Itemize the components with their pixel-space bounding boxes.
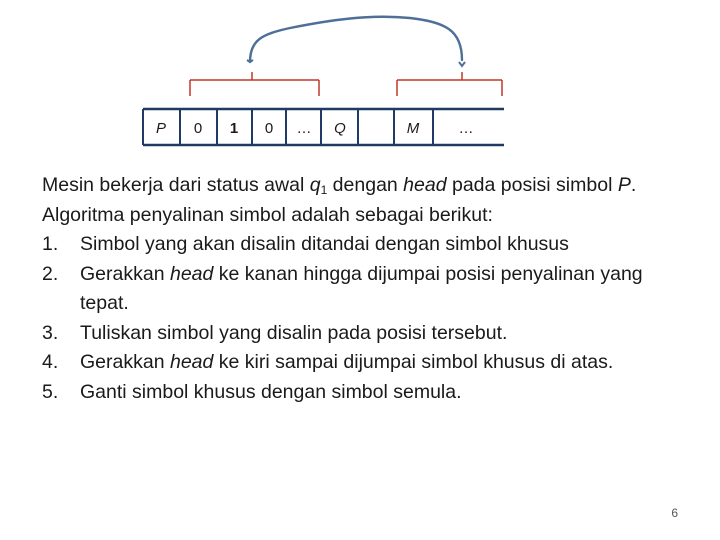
list-text-b: ke kiri sampai dijumpai simbol khusus di atas. xyxy=(213,351,614,373)
tape-cell-0: P xyxy=(155,120,167,137)
list-text-em: head xyxy=(169,262,214,285)
list-number: 4. xyxy=(42,351,59,373)
list-text-em: head xyxy=(169,351,214,373)
state-q: q xyxy=(309,174,321,196)
algorithm-heading: Algoritma penyalinan simbol adalah sebagai berikut: xyxy=(42,203,493,226)
turing-tape-diagram xyxy=(0,0,720,160)
state-subscript: 1 xyxy=(320,183,328,197)
list-text xyxy=(80,319,692,349)
list-text xyxy=(80,348,692,378)
tape-cell-1: 0 xyxy=(193,120,203,137)
list-item xyxy=(42,230,692,260)
list-text xyxy=(80,260,692,319)
intro-b: dengan xyxy=(327,174,404,196)
list-item xyxy=(42,378,692,408)
list-item xyxy=(42,260,692,319)
list-number: 1. xyxy=(42,233,59,255)
list-text xyxy=(80,378,692,408)
list-item xyxy=(42,348,692,378)
tape-cell-8: … xyxy=(458,120,474,137)
slide-body xyxy=(42,171,692,407)
list-number: 5. xyxy=(42,380,59,403)
list-text-b: ke kanan hingga dijumpai posisi penyalinan yang tepat. xyxy=(80,262,643,314)
tape-cell-4: … xyxy=(296,120,312,137)
list-number: 3. xyxy=(42,321,59,344)
page-number: 6 xyxy=(671,506,678,520)
list-text xyxy=(80,230,692,260)
target-bracket xyxy=(397,72,502,96)
intro-symbol-p: P xyxy=(617,174,631,196)
list-text-a: Tuliskan simbol yang disalin pada posisi tersebut. xyxy=(80,321,508,344)
intro-d: . xyxy=(630,174,637,196)
copy-arc xyxy=(250,17,462,62)
list-text-a: Simbol yang akan disalin ditandai dengan simbol khusus xyxy=(80,233,569,255)
tape-cell-5: Q xyxy=(334,120,346,137)
list-text-a: Ganti simbol khusus dengan simbol semula. xyxy=(80,380,462,403)
tape-cell-3: 0 xyxy=(264,120,274,137)
source-bracket xyxy=(190,72,319,96)
list-text-a: Gerakkan xyxy=(80,351,170,373)
list-number: 2. xyxy=(42,262,59,285)
list-item xyxy=(42,319,692,349)
arc-tail-right xyxy=(459,62,465,66)
intro-paragraph xyxy=(42,171,692,201)
intro-a: Mesin bekerja dari status awal xyxy=(42,174,310,196)
tape-cell-2: 1 xyxy=(229,120,239,137)
tape-cell-7: M xyxy=(406,120,420,137)
intro-c: pada posisi simbol xyxy=(446,174,618,196)
list-text-a: Gerakkan xyxy=(80,262,170,285)
intro-head: head xyxy=(403,174,447,196)
